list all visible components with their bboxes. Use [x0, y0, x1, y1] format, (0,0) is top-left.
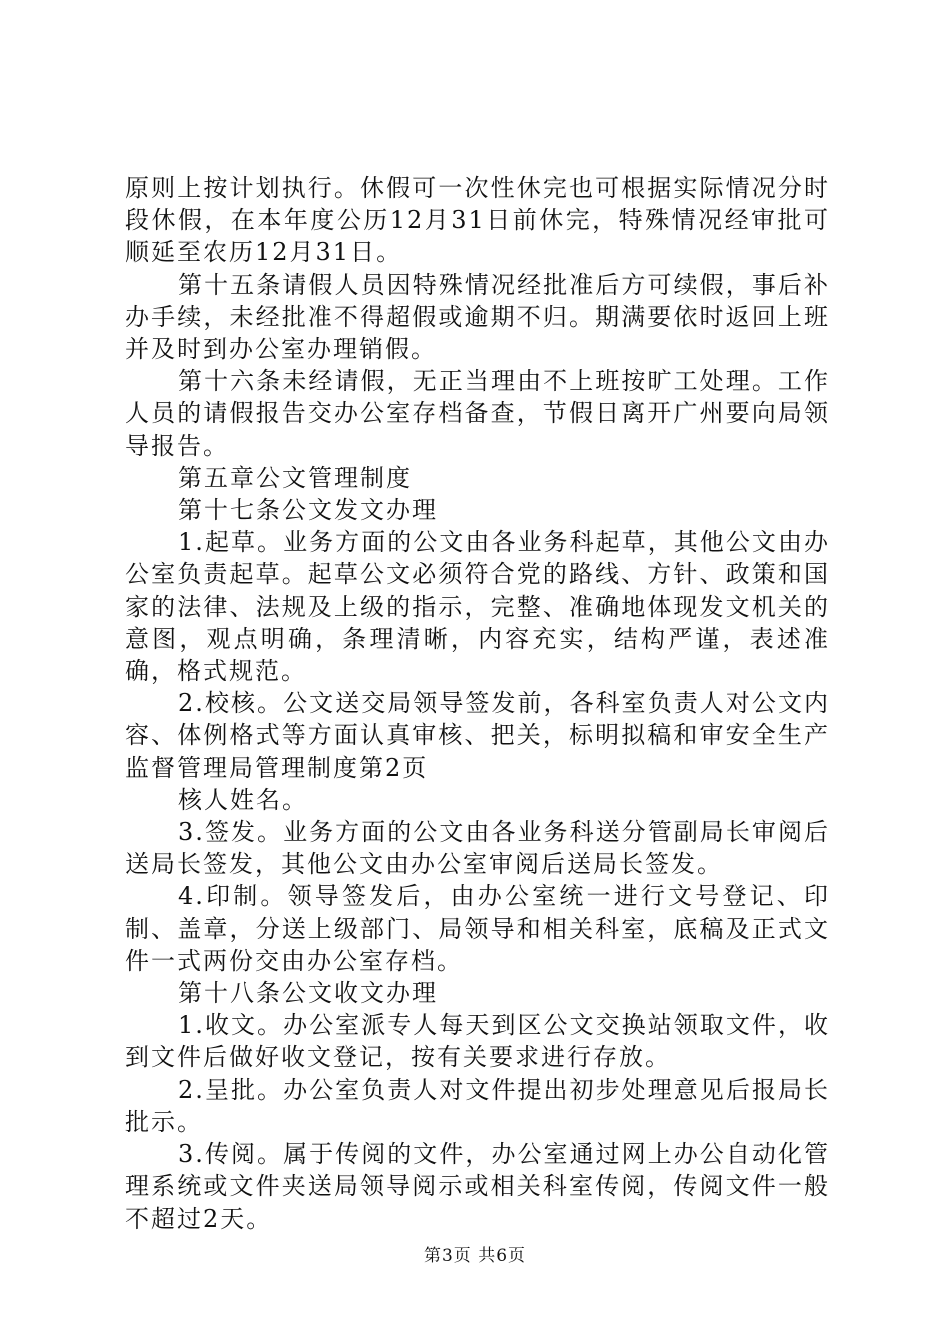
chapter-heading: 第五章公文管理制度 [178, 463, 412, 492]
paragraph-2: 第十六条未经请假，无正当理由不上班按旷工处理。工作人员的请假报告交办公室存档备查，节假日离开广州要向局领导报告。 [125, 367, 830, 460]
paragraph-13: 3.传阅。属于传阅的文件，办公室通过网上办公自动化管理系统或文件夹送局领导阅示或相关科室传阅，传阅文件一般不超过2天。 [125, 1140, 830, 1233]
paragraph-9: 4.印制。领导签发后，由办公室统一进行文号登记、印制、盖章，分送上级部门、局领导和相关科室，底稿及正式文件一式两份交由办公室存档。 [125, 882, 830, 975]
paragraph-1: 第十五条请假人员因特殊情况经批准后方可续假，事后补办手续，未经批准不得超假或逾期不归。期满要依时返回上班并及时到办公室办理销假。 [125, 270, 830, 364]
paragraph-5: 1.起草。业务方面的公文由各业务科起草，其他公文由办公室负责起草。起草公文必须符合党的路线、方针、政策和国家的法律、法规及上级的指示，完整、准确地体现发文机关的意图，观点明确，条理清晰，内容充实，结构严谨，表述准确，格式规范。 [125, 528, 830, 686]
paragraph-0: 原则上按计划执行。休假可一次性休完也可根据实际情况分时段休假，在本年度公历12月31日前休完，特殊情况经审批可顺延至农历12月31日。 [125, 174, 830, 267]
page-footer: 第3页 共6页 [423, 1246, 527, 1266]
paragraph-8: 3.签发。业务方面的公文由各业务科送分管副局长审阅后送局长签发，其他公文由办公室审阅后送局长签发。 [125, 818, 830, 879]
article-heading-18: 第十八条公文收文办理 [178, 979, 438, 1008]
article-heading-17: 第十七条公文发文办理 [178, 496, 438, 525]
document-body [125, 172, 830, 1235]
paragraph-7: 核人姓名。 [178, 785, 308, 814]
paragraph-11: 1.收文。办公室派专人每天到区公文交换站领取文件，收到文件后做好收文登记，按有关要求进行存放。 [125, 1011, 830, 1072]
paragraph-6: 2.校核。公文送交局领导签发前，各科室负责人对公文内容、体例格式等方面认真审核、把关，标明拟稿和审安全生产监督管理局管理制度第2页 [125, 689, 830, 782]
paragraph-12: 2.呈批。办公室负责人对文件提出初步处理意见后报局长批示。 [125, 1075, 830, 1136]
